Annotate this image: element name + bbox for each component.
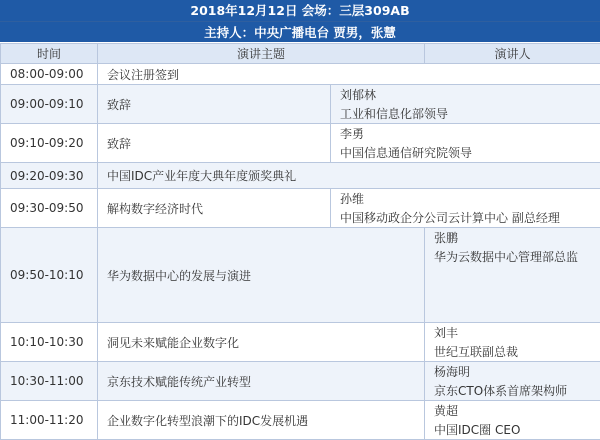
table-row [1, 163, 600, 189]
speaker-title: 中国IDC圈 CEO [434, 420, 600, 439]
topic-cell: 致辞 [98, 85, 331, 124]
table-row [1, 228, 600, 323]
speaker-title: 中国信息通信研究院领导 [340, 143, 600, 162]
time-cell: 09:30-09:50 [1, 189, 98, 228]
speaker-cell [331, 85, 600, 124]
table-row [1, 401, 600, 440]
column-header-row [1, 44, 600, 64]
table-row [1, 362, 600, 401]
time-cell: 09:20-09:30 [1, 163, 98, 189]
speaker-title: 京东CTO体系首席架构师 [434, 381, 600, 400]
topic-cell: 会议注册签到 [98, 64, 600, 85]
speaker-name: 刘郁林 [340, 87, 600, 104]
table-row [1, 85, 600, 124]
time-cell: 10:10-10:30 [1, 323, 98, 362]
table-row [1, 124, 600, 163]
table-row [1, 323, 600, 362]
time-cell: 09:10-09:20 [1, 124, 98, 163]
speaker-title: 华为云数据中心管理部总监 [434, 247, 600, 266]
topic-cell: 洞见未来赋能企业数字化 [98, 323, 425, 362]
topic-cell: 致辞 [98, 124, 331, 163]
speaker-name: 黄超 [434, 403, 600, 420]
topic-cell: 解构数字经济时代 [98, 189, 331, 228]
speaker-cell [425, 401, 600, 440]
speaker-name: 孙维 [340, 191, 600, 208]
agenda-date-venue: 2018年12月12日 会场：三层309AB [0, 0, 600, 22]
speaker-name: 张鹏 [434, 230, 600, 247]
table-row [1, 64, 600, 85]
speaker-cell [425, 323, 600, 362]
speaker-name: 李勇 [340, 126, 600, 143]
speaker-title: 中国移动政企分公司云计算中心 副总经理 [340, 208, 600, 227]
agenda-table [0, 43, 600, 440]
column-header-speaker: 演讲人 [425, 44, 600, 64]
speaker-cell [425, 228, 600, 323]
time-cell: 08:00-09:00 [1, 64, 98, 85]
table-row [1, 189, 600, 228]
speaker-cell [425, 362, 600, 401]
time-cell: 09:00-09:10 [1, 85, 98, 124]
speaker-name: 刘丰 [434, 325, 600, 342]
speaker-title: 世纪互联副总裁 [434, 342, 600, 361]
agenda-hosts: 主持人：中央广播电台 贾男，张慧 [0, 22, 600, 43]
time-cell: 11:00-11:20 [1, 401, 98, 440]
column-header-time: 时间 [1, 44, 98, 64]
topic-cell: 京东技术赋能传统产业转型 [98, 362, 425, 401]
speaker-title: 工业和信息化部领导 [340, 104, 600, 123]
time-cell: 09:50-10:10 [1, 228, 98, 323]
time-cell: 10:30-11:00 [1, 362, 98, 401]
topic-cell: 华为数据中心的发展与演进 [98, 228, 425, 323]
column-header-topic: 演讲主题 [98, 44, 425, 64]
speaker-cell [331, 189, 600, 228]
topic-cell: 企业数字化转型浪潮下的IDC发展机遇 [98, 401, 425, 440]
topic-cell: 中国IDC产业年度大典年度颁奖典礼 [98, 163, 600, 189]
speaker-cell [331, 124, 600, 163]
speaker-name: 杨海明 [434, 364, 600, 381]
